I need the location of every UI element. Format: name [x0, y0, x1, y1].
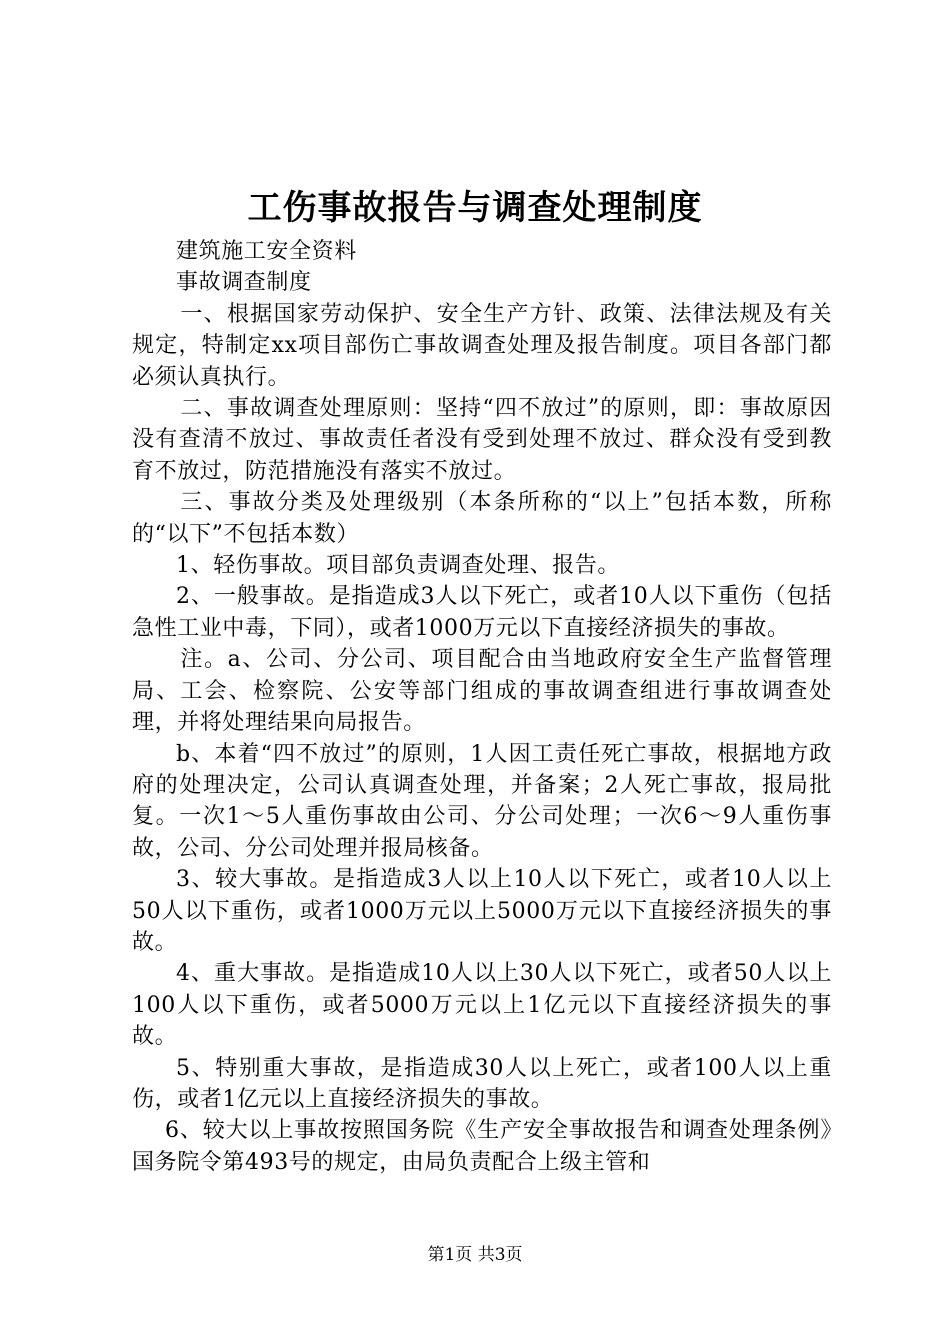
paragraph-note-b: b、本着“四不放过”的原则，1人因工责任死亡事故，根据地方政府的处理决定，公司认真调查处理，并备案；2人死亡事故，报局批复。一次1～5人重伤事故由公司、分公司处理；一次6～9人重伤事故，公司、分公司处理并报局核备。: [132, 741, 832, 861]
paragraph-item-3: 3、较大事故。是指造成3人以上10人以下死亡，或者10人以上50人以下重伤，或者1000万元以上5000万元以下直接经济损失的事故。: [132, 867, 832, 955]
paragraph-section-3: 三、事故分类及处理级别（本条所称的“以上”包括本数，所称的“以下”不包括本数）: [132, 490, 832, 547]
paragraph-note-a: 注。a、公司、分公司、项目配合由当地政府安全生产监督管理局、工会、检察院、公安等部门组成的事故调查组进行事故调查处理，并将处理结果向局报告。: [132, 647, 832, 736]
paragraph-section-1: 一、根据国家劳动保护、安全生产方针、政策、法律法规及有关规定，特制定xx项目部伤亡事故调查处理及报告制度。项目各部门都必须认真执行。: [132, 301, 832, 390]
page-title: 工伤事故报告与调查处理制度: [247, 188, 703, 228]
paragraph-item-2: 2、一般事故。是指造成3人以下死亡，或者10人以下重伤（包括急性工业中毒，下同），或者1000万元以下直接经济损失的事故。: [132, 584, 832, 641]
paragraph-item-1: 1、轻伤事故。项目部负责调查处理、报告。: [176, 553, 620, 579]
paragraph-item-6: 6、较大以上事故按照国务院《生产安全事故报告和调查处理条例》国务院令第493号的规定，由局负责配合上级主管和: [132, 1118, 832, 1175]
paragraph-section-2: 二、事故调查处理原则：坚持“四不放过”的原则，即：事故原因没有查清不放过、事故责任者没有受到处理不放过、群众没有受到教育不放过，防范措施没有落实不放过。: [132, 396, 832, 484]
page-number-footer: 第1页 共3页: [427, 1245, 523, 1265]
document-body: [132, 236, 832, 1178]
paragraph-item-4: 4、重大事故。是指造成10人以上30人以下死亡，或者50人以上100人以下重伤，或者5000万元以上1亿元以下直接经济损失的事故。: [132, 961, 832, 1050]
paragraph-subject: 建筑施工安全资料: [176, 239, 357, 264]
paragraph-heading: 事故调查制度: [176, 270, 312, 296]
paragraph-item-5: 5、特别重大事故，是指造成30人以上死亡，或者100人以上重伤，或者1亿元以上直接经济损失的事故。: [132, 1055, 832, 1112]
